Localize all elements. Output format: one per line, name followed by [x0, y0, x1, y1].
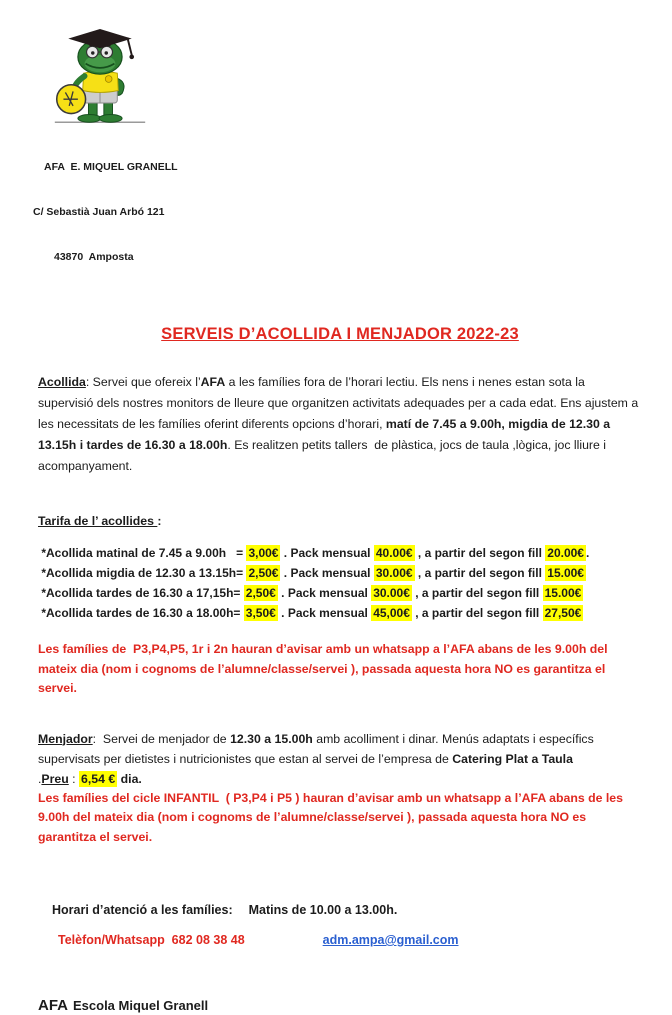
second-child-price-highlight: 20.00€	[547, 546, 584, 560]
org-name: AFA E. MIQUEL GRANELL	[44, 161, 178, 173]
text-run: *Acollida migdia de 12.30 a 13.15h=	[38, 566, 247, 580]
text-run: : Servei que ofereix l’	[85, 375, 201, 389]
pack-price-highlight: 30.00€	[373, 586, 410, 600]
text-run: , a partir del segon fill	[414, 566, 546, 580]
catering-bold: Catering Plat a Taula	[452, 751, 573, 766]
text-run: a les famílies fora de l’horari lectiu. Els nens i nenes estan sota la supervisió dels nostres monitors de lleure que organitzen activitats adequades per a cada edat. Ens ajustem a les necessitats de les famílies oferint diferents opcions d’horari,	[38, 375, 642, 431]
acollida-whatsapp-notice: Les famílies de P3,P4,P5, 1r i 2n hauran d’avisar amb un whatsapp a l’AFA abans de les 9.00h del mateix dia (nom i cognoms de l’alumne/classe/servei ), passada aquesta hora NO es garantitza el servei.	[38, 642, 611, 695]
second-child-price-highlight: 27,50€	[544, 606, 582, 620]
tariff-row-tardes-curt	[38, 583, 642, 603]
second-child-price-highlight: 15.00€	[544, 586, 582, 600]
text-run: , a partir del segon fill	[411, 586, 543, 600]
org-address: C/ Sebastià Juan Arbó 121	[33, 206, 165, 218]
afa-bold: AFA	[200, 375, 226, 389]
price-highlight: 2,50€	[245, 586, 276, 600]
text-run: . Pack mensual	[277, 606, 372, 620]
text-run: .	[38, 771, 42, 786]
second-child-price-highlight: 15.00€	[547, 566, 584, 580]
menjador-whatsapp-notice: Les famílies del cicle INFANTIL ( P3,P4 i P5 ) hauran d’avisar amb un whatsapp a l’AFA abans de les 9.00h del mateix dia (nom i cognoms de l’alumne/classe/servei ), passada aquesta hora NO es garantitza el servei.	[38, 790, 627, 844]
page-title: SERVEIS D’ACOLLIDA I MENJADOR 2022-23	[161, 325, 519, 343]
text-run: amb acolliment i dinar. Menús adaptats i específics supervisats per dietistes i nutricionistes que estan al servei de l’empresa de	[38, 731, 598, 766]
text-run: . Pack mensual	[280, 566, 374, 580]
tariff-list	[38, 543, 642, 623]
text-run: . Pack mensual	[280, 546, 374, 560]
schedule-bold: matí de 7.45 a 9.00h, migdia de 12.30 a 13.15h i tardes de 16.30 a 18.00h	[38, 417, 614, 452]
attention-hours-line	[38, 903, 642, 917]
text-run: :	[68, 771, 80, 786]
pack-price-highlight: 40.00€	[375, 546, 413, 560]
tarifa-heading-colon: :	[157, 514, 162, 528]
org-block	[33, 130, 642, 295]
footer-signature	[38, 997, 642, 1015]
org-city: 43870 Amposta	[54, 251, 134, 263]
mascot-logo	[46, 28, 156, 128]
tariff-row-migdia	[38, 563, 642, 583]
price-highlight: 2,50€	[248, 566, 279, 580]
footer-school-name: Escola Miquel Granell	[73, 998, 209, 1013]
text-run: *Acollida tardes de 16.30 a 18.00h=	[38, 606, 244, 620]
phone-whatsapp-number: Telèfon/Whatsapp 682 08 38 48	[58, 933, 245, 947]
tarifa-heading-text: Tarifa de l’ acollides	[38, 514, 158, 528]
text-run: , a partir del segon fill	[414, 546, 546, 560]
footer-afa: AFA	[38, 997, 68, 1014]
tariff-row-tardes-llarg	[38, 603, 642, 623]
attention-value: Matins de 10.00 a 13.00h.	[248, 903, 398, 917]
acollida-paragraph	[38, 372, 642, 477]
text-run: .	[585, 546, 590, 560]
preu-value-highlight: 6,54 €	[81, 771, 116, 786]
price-highlight: 3,00€	[248, 546, 279, 560]
text-run: , a partir del segon fill	[411, 606, 543, 620]
text-run: *Acollida tardes de 16.30 a 17,15h=	[38, 586, 244, 600]
text-run: : Servei de menjador de	[92, 731, 231, 746]
menjador-paragraph	[38, 729, 642, 789]
preu-suffix: dia.	[117, 771, 142, 786]
preu-label: Preu	[41, 771, 69, 786]
pack-price-highlight: 30.00€	[375, 566, 413, 580]
menjador-hours-bold: 12.30 a 15.00h	[230, 731, 313, 746]
attention-label: Horari d’atenció a les famílies:	[52, 903, 233, 917]
menjador-heading: Menjador	[38, 731, 93, 746]
acollida-heading: Acollida	[38, 375, 86, 389]
mascot-graduate-frog-icon	[46, 28, 154, 128]
text-run: *Acollida matinal de 7.45 a 9.00h =	[38, 546, 247, 560]
tarifa-heading	[38, 514, 642, 528]
email-link[interactable]: adm.ampa@gmail.com	[322, 933, 459, 947]
contact-line	[38, 933, 642, 947]
text-run: . Pack mensual	[277, 586, 372, 600]
text-run: . Es realitzen petits tallers de plàstica, jocs de taula ,lògica, joc lliure i acompanyament.	[38, 438, 610, 473]
pack-price-highlight: 45,00€	[373, 606, 410, 620]
tariff-row-matinal	[38, 543, 642, 563]
price-highlight: 3,50€	[245, 606, 276, 620]
